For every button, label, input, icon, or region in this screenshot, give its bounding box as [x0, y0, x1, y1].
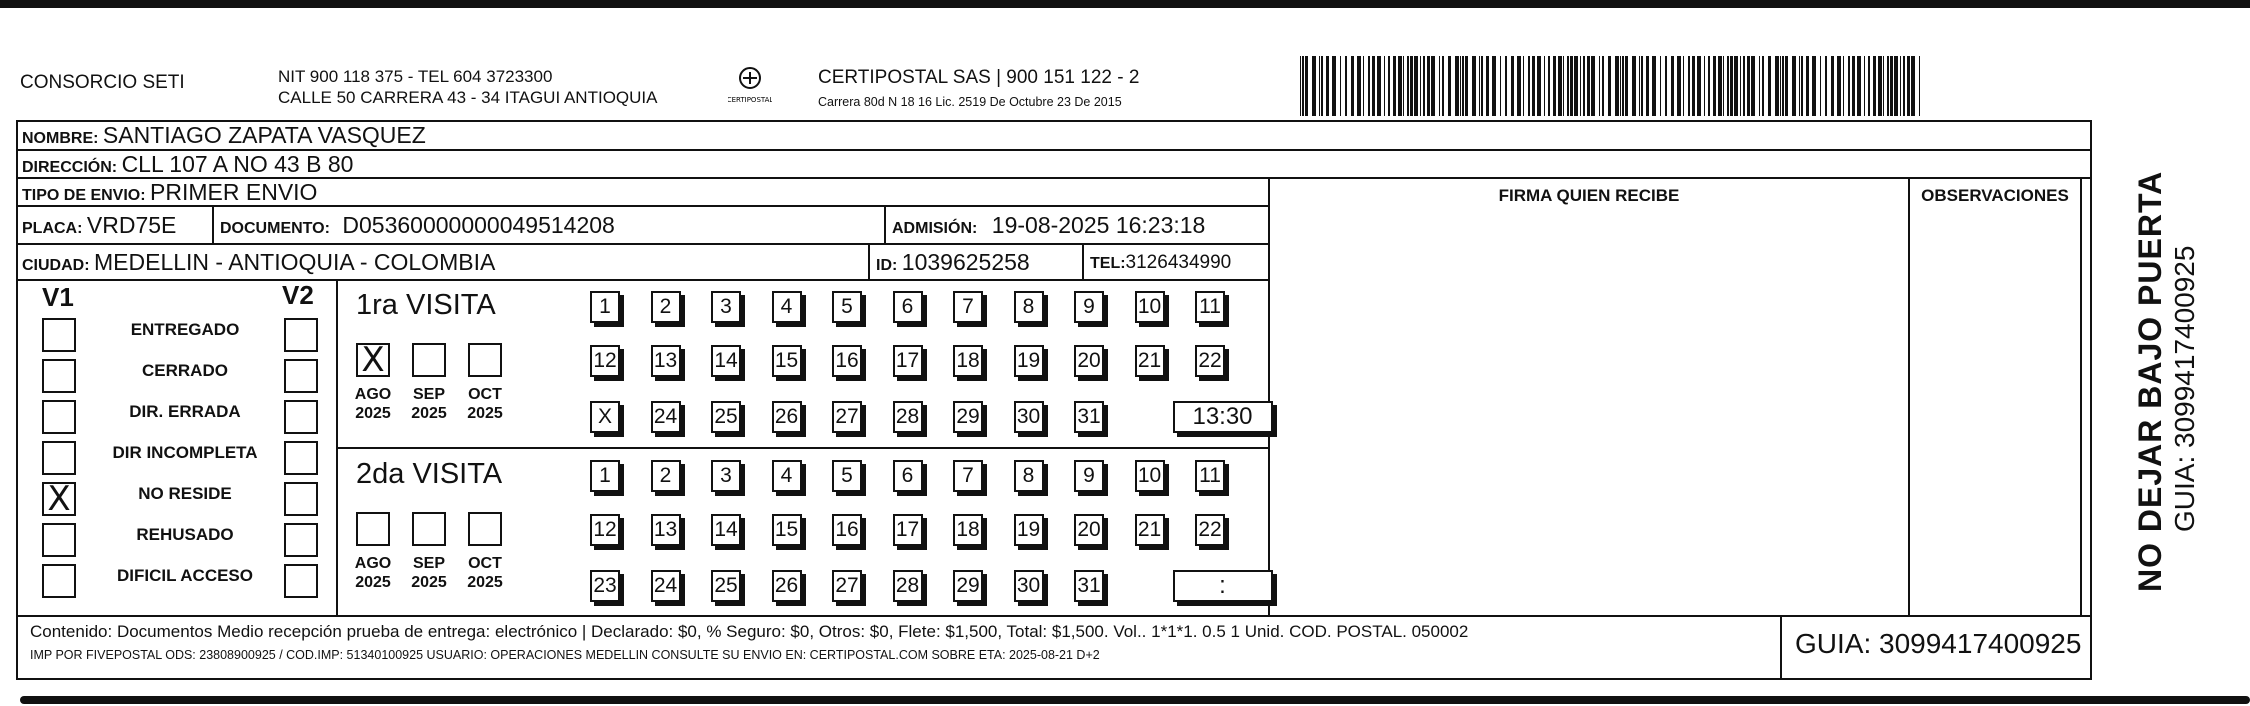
barcode-bar — [1407, 56, 1409, 116]
barcode-bar — [1708, 56, 1710, 116]
day-box[interactable]: 8 — [1014, 460, 1044, 492]
divider — [1082, 245, 1084, 279]
ciudad-label: CIUDAD: — [22, 257, 90, 274]
barcode-bar — [1567, 56, 1569, 116]
barcode-bar — [1460, 56, 1461, 116]
month-checkbox[interactable] — [468, 512, 502, 546]
divider — [868, 245, 870, 279]
day-box[interactable]: 7 — [953, 460, 983, 492]
direccion-field — [22, 151, 353, 178]
barcode-bar — [1532, 56, 1535, 116]
barcode-bar — [1801, 56, 1803, 116]
barcode-bar — [1775, 56, 1779, 116]
day-box[interactable]: 11 — [1195, 291, 1225, 323]
barcode-bar — [1743, 56, 1745, 116]
documento-value: D05360000000049514208 — [342, 212, 615, 238]
day-box[interactable]: 25 — [711, 401, 741, 433]
barcode-bar — [1591, 56, 1595, 116]
direccion-label: DIRECCIÓN: — [22, 159, 118, 176]
day-box[interactable]: 4 — [772, 291, 802, 323]
month-label — [402, 385, 456, 423]
barcode-bar — [1759, 56, 1760, 116]
barcode-bar — [1403, 56, 1404, 116]
barcode-bar — [1887, 56, 1889, 116]
day-box[interactable]: 20 — [1074, 345, 1104, 377]
barcode-bar — [1911, 56, 1915, 116]
firma-header: FIRMA QUIEN RECIBE — [1498, 186, 1680, 205]
month-label — [458, 385, 512, 423]
barcode-bar — [1553, 56, 1556, 116]
divider — [1908, 177, 1910, 617]
barcode-bar — [1692, 56, 1695, 116]
barcode-bar — [1563, 56, 1564, 116]
day-box[interactable]: 2 — [651, 460, 681, 492]
barcode-bar — [1704, 56, 1705, 116]
v2-checkbox[interactable] — [284, 523, 318, 557]
barcode-bar — [1345, 56, 1347, 116]
day-box[interactable]: 4 — [772, 460, 802, 492]
id-value: 1039625258 — [901, 249, 1030, 275]
ciudad-value: MEDELLIN - ANTIOQUIA - COLOMBIA — [94, 249, 496, 275]
day-box[interactable]: 17 — [893, 345, 923, 377]
barcode-bar — [1351, 56, 1354, 116]
day-box[interactable]: 8 — [1014, 291, 1044, 323]
month-mark: X — [361, 340, 385, 380]
barcode-bar — [1544, 56, 1545, 116]
month-year: 2025 — [411, 405, 447, 422]
day-box[interactable]: 5 — [832, 291, 862, 323]
day-box[interactable]: 23 — [590, 570, 620, 602]
barcode — [1300, 56, 1930, 116]
placa-field — [22, 212, 176, 239]
barcode-bar — [1730, 56, 1733, 116]
barcode-bar — [1574, 56, 1578, 116]
day-box[interactable]: 15 — [772, 345, 802, 377]
day-box[interactable]: 18 — [953, 514, 983, 546]
barcode-bar — [1587, 56, 1590, 116]
nombre-value: SANTIAGO ZAPATA VASQUEZ — [102, 122, 426, 148]
day-box[interactable]: 22 — [1195, 345, 1225, 377]
status-label: DIFICIL ACCESO — [116, 566, 253, 585]
status-label: NO RESIDE — [138, 484, 232, 503]
day-box[interactable]: 31 — [1074, 401, 1104, 433]
logo-caption: CERTIPOSTAL — [728, 96, 772, 104]
day-box[interactable]: X — [590, 401, 620, 433]
barcode-bar — [1388, 56, 1390, 116]
barcode-bar — [1500, 56, 1501, 116]
barcode-bar — [1727, 56, 1729, 116]
barcode-bar — [1410, 56, 1413, 116]
day-box[interactable]: 13 — [651, 514, 681, 546]
admision-value: 19-08-2025 16:23:18 — [991, 212, 1206, 238]
month-checkbox[interactable] — [356, 512, 390, 546]
barcode-bar — [1747, 56, 1750, 116]
top-border — [0, 0, 2250, 8]
month-year: 2025 — [355, 405, 391, 422]
barcode-bar — [1799, 56, 1800, 116]
barcode-bar — [1300, 56, 1301, 116]
divider — [336, 279, 338, 617]
nombre-field — [22, 122, 426, 149]
day-box[interactable]: 21 — [1135, 514, 1165, 546]
barcode-bar — [1919, 56, 1920, 116]
day-box[interactable]: 26 — [772, 401, 802, 433]
visit-time-box[interactable]: : — [1173, 570, 1273, 602]
month-checkbox[interactable] — [468, 343, 502, 377]
status-label: CERRADO — [142, 361, 228, 380]
divider — [1780, 617, 1782, 680]
address-line: CALLE 50 CARRERA 43 - 34 ITAGUI ANTIOQUIA — [278, 88, 658, 107]
barcode-bar — [1683, 56, 1684, 116]
divider — [212, 207, 214, 243]
barcode-bar — [1486, 56, 1489, 116]
barcode-bar — [1785, 56, 1788, 116]
barcode-bar — [1602, 56, 1604, 116]
status-label: DIR INCOMPLETA — [112, 443, 258, 462]
barcode-bar — [1792, 56, 1796, 116]
barcode-bar — [1825, 56, 1827, 116]
barcode-bar — [1442, 56, 1444, 116]
barcode-bar — [1857, 56, 1861, 116]
barcode-bar — [1465, 56, 1468, 116]
side-guia-number: GUIA: 3099417400925 — [2169, 245, 2200, 532]
day-box[interactable]: 19 — [1014, 514, 1044, 546]
barcode-bar — [1782, 56, 1784, 116]
visit-title: 2da VISITA — [356, 458, 503, 490]
barcode-bar — [1423, 56, 1425, 116]
barcode-bar — [1511, 56, 1514, 116]
day-box[interactable]: 26 — [772, 570, 802, 602]
day-box[interactable]: 14 — [711, 514, 741, 546]
barcode-bar — [1831, 56, 1834, 116]
barcode-bar — [1848, 56, 1850, 116]
status-label: ENTREGADO — [130, 320, 240, 339]
barcode-bar — [1620, 56, 1621, 116]
v2-checkbox[interactable] — [284, 482, 318, 516]
divider — [884, 207, 886, 243]
ciudad-field — [22, 249, 495, 276]
v1-checkbox[interactable] — [42, 479, 76, 519]
barcode-bar — [1481, 56, 1483, 116]
status-label: REHUSADO — [136, 525, 234, 544]
barcode-bar — [1357, 56, 1361, 116]
v1-checkbox[interactable] — [42, 400, 76, 434]
placa-value: VRD75E — [86, 212, 177, 238]
barcode-bar — [1472, 56, 1476, 116]
day-box[interactable]: 31 — [1074, 570, 1104, 602]
day-box[interactable]: 13 — [651, 345, 681, 377]
barcode-bar — [1305, 56, 1308, 116]
barcode-bar — [1890, 56, 1893, 116]
barcode-bar — [1332, 56, 1336, 116]
barcode-bar — [1312, 56, 1316, 116]
day-box[interactable]: 10 — [1135, 460, 1165, 492]
month-name: SEP — [412, 555, 445, 572]
barcode-bar — [1900, 56, 1901, 116]
company-name: CONSORCIO SETI — [20, 72, 185, 93]
v2-checkbox[interactable] — [284, 441, 318, 475]
observaciones-header: OBSERVACIONES — [1921, 186, 2069, 205]
documento-label: DOCUMENTO: — [220, 220, 330, 237]
visit-title: 1ra VISITA — [356, 289, 496, 321]
month-label — [402, 554, 456, 592]
month-label — [346, 385, 400, 423]
barcode-bar — [1622, 56, 1624, 116]
barcode-bar — [1646, 56, 1649, 116]
barcode-bar — [1599, 56, 1600, 116]
day-box[interactable]: 17 — [893, 514, 923, 546]
tipo-envio-value: PRIMER ENVIO — [150, 179, 318, 205]
day-box[interactable]: 7 — [953, 291, 983, 323]
barcode-bar — [1615, 56, 1619, 116]
day-box[interactable]: 16 — [832, 345, 862, 377]
barcode-bar — [1393, 56, 1396, 116]
barcode-bar — [1414, 56, 1418, 116]
day-box[interactable]: 27 — [832, 401, 862, 433]
admision-label: ADMISIÓN: — [892, 220, 978, 237]
barcode-bar — [1479, 56, 1480, 116]
barcode-bar — [1641, 56, 1643, 116]
month-checkbox[interactable] — [412, 343, 446, 377]
v1-checkbox[interactable] — [42, 318, 76, 352]
barcode-bar — [1455, 56, 1459, 116]
barcode-bar — [1448, 56, 1451, 116]
day-box[interactable]: 9 — [1074, 460, 1104, 492]
nit-line: NIT 900 118 375 - TEL 604 3723300 — [278, 67, 553, 86]
barcode-bar — [1762, 56, 1764, 116]
no-dejar-bajo-puerta: NO DEJAR BAJO PUERTA — [2132, 170, 2168, 592]
logo-icon — [728, 64, 772, 108]
day-box[interactable]: 3 — [711, 460, 741, 492]
barcode-bar — [1806, 56, 1809, 116]
barcode-bar — [1740, 56, 1741, 116]
id-field — [876, 249, 1030, 276]
nombre-label: NOMBRE: — [22, 130, 99, 147]
day-box[interactable]: 30 — [1014, 401, 1044, 433]
day-box[interactable]: 1 — [590, 291, 620, 323]
v1-checkbox[interactable] — [42, 441, 76, 475]
day-box[interactable]: 16 — [832, 514, 862, 546]
v1-checkbox[interactable] — [42, 359, 76, 393]
day-box[interactable]: 22 — [1195, 514, 1225, 546]
barcode-bar — [1734, 56, 1738, 116]
barcode-bar — [1665, 56, 1667, 116]
day-box[interactable]: 29 — [953, 401, 983, 433]
day-box[interactable]: 12 — [590, 514, 620, 546]
barcode-bar — [1625, 56, 1628, 116]
barcode-bar — [1843, 56, 1844, 116]
barcode-bar — [1377, 56, 1381, 116]
month-name: SEP — [412, 386, 445, 403]
barcode-bar — [1677, 56, 1681, 116]
barcode-bar — [1505, 56, 1507, 116]
barcode-bar — [1907, 56, 1910, 116]
v2-checkbox[interactable] — [284, 318, 318, 352]
day-box[interactable]: 10 — [1135, 291, 1165, 323]
barcode-bar — [1697, 56, 1701, 116]
barcode-bar — [1427, 56, 1430, 116]
barcode-bar — [1548, 56, 1550, 116]
barcode-bar — [1321, 56, 1323, 116]
barcode-bar — [1713, 56, 1716, 116]
barcode-bar — [1368, 56, 1370, 116]
divider — [16, 279, 1270, 281]
v1-checkbox[interactable] — [42, 564, 76, 598]
day-box[interactable]: 28 — [893, 570, 923, 602]
v1-header: V1 — [42, 282, 74, 312]
company-nit-block — [278, 66, 657, 108]
barcode-bar — [1528, 56, 1530, 116]
barcode-bar — [1864, 56, 1865, 116]
barcode-bar — [1384, 56, 1385, 116]
tipo-envio-label: TIPO DE ENVIO: — [22, 187, 146, 204]
status-label: DIR. ERRADA — [129, 402, 241, 421]
barcode-bar — [1398, 56, 1402, 116]
tel-value: 3126434990 — [1125, 252, 1232, 273]
barcode-bar — [1868, 56, 1870, 116]
barcode-bar — [1894, 56, 1898, 116]
divider — [1268, 177, 1270, 617]
barcode-bar — [1718, 56, 1722, 116]
barcode-bar — [1883, 56, 1884, 116]
month-name: OCT — [468, 555, 502, 572]
barcode-bar — [1302, 56, 1304, 116]
day-box[interactable]: 11 — [1195, 460, 1225, 492]
barcode-bar — [1492, 56, 1496, 116]
day-box[interactable]: 3 — [711, 291, 741, 323]
barcode-bar — [1652, 56, 1656, 116]
day-box[interactable]: 20 — [1074, 514, 1104, 546]
barcode-bar — [1660, 56, 1661, 116]
barcode-bar — [1363, 56, 1364, 116]
barcode-bar — [1420, 56, 1421, 116]
barcode-bar — [1820, 56, 1821, 116]
day-box[interactable]: 24 — [651, 401, 681, 433]
day-box[interactable]: 5 — [832, 460, 862, 492]
documento-field — [220, 212, 615, 239]
barcode-bar — [1639, 56, 1640, 116]
barcode-bar — [1873, 56, 1876, 116]
bottom-border — [20, 696, 2250, 704]
month-label — [346, 554, 400, 592]
tel-field — [1090, 252, 1231, 274]
barcode-bar — [1517, 56, 1521, 116]
month-name: AGO — [354, 555, 392, 572]
v2-checkbox[interactable] — [284, 564, 318, 598]
month-year: 2025 — [467, 574, 503, 591]
barcode-bar — [1768, 56, 1771, 116]
day-box[interactable]: 30 — [1014, 570, 1044, 602]
barcode-bar — [1903, 56, 1905, 116]
v2-checkbox[interactable] — [284, 400, 318, 434]
day-box[interactable]: 28 — [893, 401, 923, 433]
tipo-envio-field — [22, 179, 317, 206]
barcode-bar — [1431, 56, 1435, 116]
month-year: 2025 — [355, 574, 391, 591]
day-box[interactable]: 29 — [953, 570, 983, 602]
certipostal-block — [818, 66, 1139, 114]
v1-checkbox[interactable] — [42, 523, 76, 557]
barcode-bar — [1537, 56, 1541, 116]
day-box[interactable]: 1 — [590, 460, 620, 492]
barcode-bar — [1671, 56, 1674, 116]
placa-label: PLACA: — [22, 220, 83, 237]
barcode-bar — [1780, 56, 1781, 116]
day-box[interactable]: 6 — [893, 291, 923, 323]
direccion-value: CLL 107 A NO 43 B 80 — [121, 151, 354, 177]
side-warning-block — [2132, 171, 2201, 592]
month-checkbox[interactable] — [356, 340, 390, 380]
cert-line: CERTIPOSTAL SAS | 900 151 122 - 2 — [818, 67, 1140, 88]
v2-header: V2 — [282, 280, 314, 310]
barcode-bar — [1319, 56, 1320, 116]
day-box[interactable]: 27 — [832, 570, 862, 602]
certipostal-logo — [728, 64, 772, 108]
day-box[interactable]: 25 — [711, 570, 741, 602]
v1-mark: X — [47, 479, 71, 519]
month-year: 2025 — [411, 574, 447, 591]
day-box[interactable]: 14 — [711, 345, 741, 377]
admision-field — [892, 212, 1205, 239]
barcode-bar — [1608, 56, 1611, 116]
barcode-bar — [1523, 56, 1524, 116]
tel-label: TEL: — [1090, 255, 1126, 272]
month-checkbox[interactable] — [412, 512, 446, 546]
day-box[interactable]: 19 — [1014, 345, 1044, 377]
imp-line: IMP POR FIVEPOSTAL ODS: 23808900925 / COD.IMP: 51340100925 USUARIO: OPERACIONES MEDELLIN CONSULTE SU ENVIO EN: CERTIPOSTAL.COM SOBRE ETA: 2025-08-21 D+2 — [30, 648, 1100, 662]
day-box[interactable]: 2 — [651, 291, 681, 323]
month-year: 2025 — [467, 405, 503, 422]
barcode-bar — [1340, 56, 1341, 116]
day-box[interactable]: 6 — [893, 460, 923, 492]
day-box[interactable]: 15 — [772, 514, 802, 546]
day-box[interactable]: 21 — [1135, 345, 1165, 377]
day-box[interactable]: 18 — [953, 345, 983, 377]
month-label — [458, 554, 512, 592]
barcode-bar — [1852, 56, 1855, 116]
month-name: AGO — [354, 386, 392, 403]
barcode-bar — [1878, 56, 1882, 116]
day-box[interactable]: 12 — [590, 345, 620, 377]
barcode-bar — [1688, 56, 1690, 116]
barcode-bar — [1326, 56, 1329, 116]
divider — [336, 447, 1270, 449]
barcode-bar — [1570, 56, 1573, 116]
barcode-bar — [1723, 56, 1724, 116]
barcode-bar — [1583, 56, 1585, 116]
barcode-bar — [1558, 56, 1562, 116]
barcode-bar — [1372, 56, 1375, 116]
barcode-bar — [1462, 56, 1464, 116]
v2-checkbox[interactable] — [284, 359, 318, 393]
day-box[interactable]: 24 — [651, 570, 681, 602]
visit-time-box[interactable]: 13:30 — [1173, 401, 1273, 433]
license-line: Carrera 80d N 18 16 Lic. 2519 De Octubre 23 De 2015 — [818, 95, 1122, 109]
barcode-bar — [1751, 56, 1755, 116]
barcode-bar — [1837, 56, 1841, 116]
divider — [2080, 177, 2082, 617]
barcode-bar — [1580, 56, 1581, 116]
contenido-line: Contenido: Documentos Medio recepción prueba de entrega: electrónico | Declarado: $0, % Seguro: $0, Otros: $0, Flete: $1,500, Total: $1,500. Vol.. 1*1*1. 0.5 1 Unid. COD. POSTAL. 050002 — [30, 622, 1469, 641]
footer-guia-number: GUIA: 3099417400925 — [1795, 628, 2082, 659]
month-name: OCT — [468, 386, 502, 403]
barcode-bar — [1812, 56, 1816, 116]
day-box[interactable]: 9 — [1074, 291, 1104, 323]
barcode-bar — [1439, 56, 1440, 116]
id-label: ID: — [876, 257, 898, 274]
barcode-bar — [1632, 56, 1636, 116]
